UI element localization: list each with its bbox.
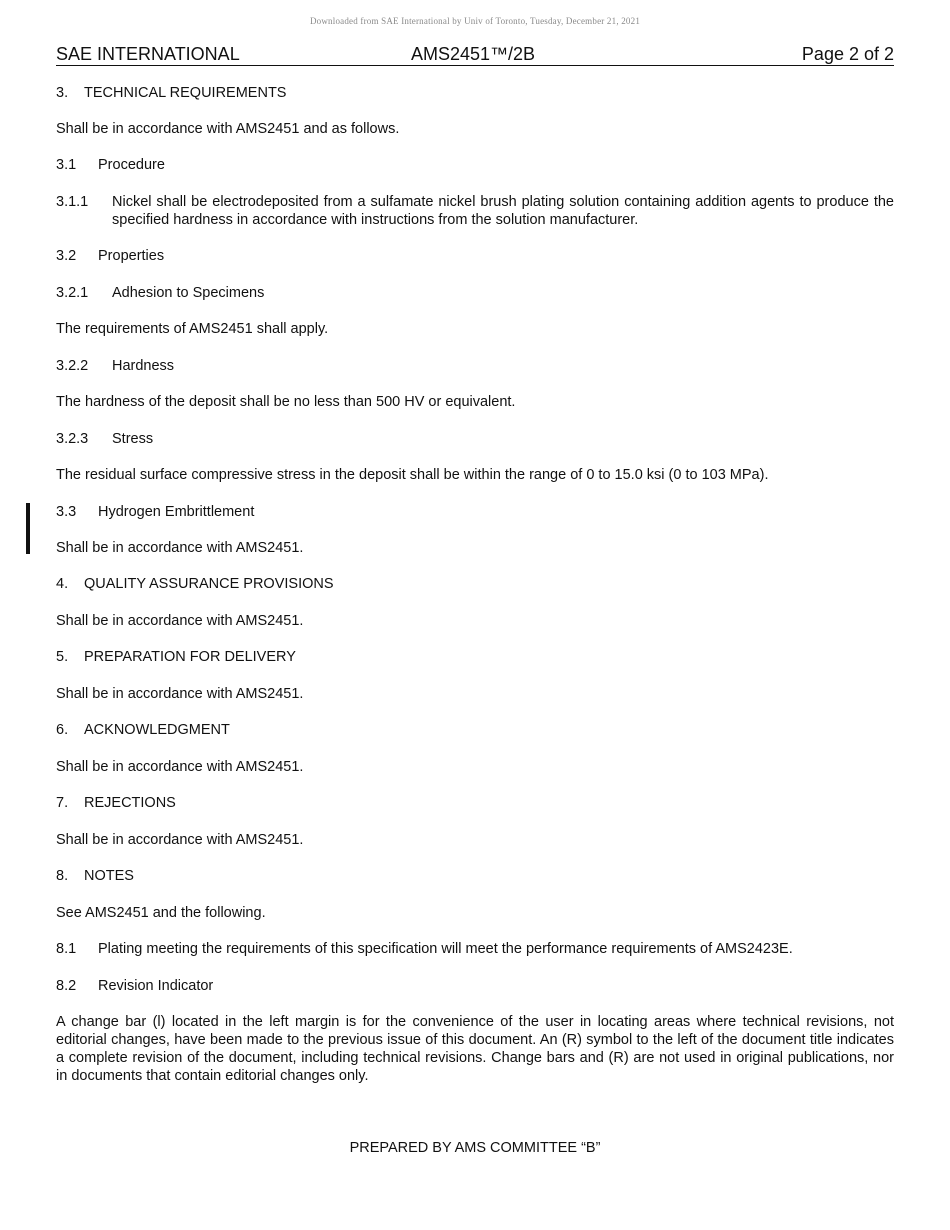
section-title: Hardness: [112, 358, 175, 374]
section-6-heading: [56, 721, 894, 739]
section-number: 3.2.3: [56, 431, 89, 447]
section-text: Plating meeting the requirements of this specification will meet the performance requirements of AMS2423E.: [98, 941, 793, 957]
section-title: Hydrogen Embrittlement: [98, 504, 255, 520]
section-3-2-2-heading: [56, 357, 894, 375]
section-3-3-heading: [56, 503, 894, 521]
section-8-1: [56, 940, 894, 958]
section-text: Nickel shall be electrodeposited from a sulfamate nickel brush plating solution containing addition agents to produce the specified hardness in accordance with instructions from the solution manufacturer.: [112, 194, 894, 228]
section-4-text: Shall be in accordance with AMS2451.: [56, 613, 304, 629]
section-title: REJECTIONS: [84, 795, 176, 811]
change-bar: [26, 503, 30, 554]
section-number: 8.: [56, 868, 69, 884]
section-title: Procedure: [98, 157, 165, 173]
section-3-1-heading: [56, 156, 894, 174]
header-organization: SAE INTERNATIONAL: [56, 44, 240, 64]
section-5-heading: [56, 648, 894, 666]
section-7-heading: [56, 794, 894, 812]
section-title: Revision Indicator: [98, 978, 214, 994]
prepared-by-footer: PREPARED BY AMS COMMITTEE “B”: [349, 1140, 601, 1156]
section-number: 8.2: [56, 978, 77, 994]
section-3-2-2-text: The hardness of the deposit shall be no less than 500 HV or equivalent.: [56, 394, 516, 410]
section-number: 3.: [56, 85, 69, 101]
section-title: TECHNICAL REQUIREMENTS: [84, 85, 287, 101]
section-5-text: Shall be in accordance with AMS2451.: [56, 686, 304, 702]
section-3-2-3-heading: [56, 430, 894, 448]
section-8-heading: [56, 867, 894, 885]
header-document-number: AMS2451™/2B: [411, 44, 536, 64]
section-8-2-heading: [56, 977, 894, 995]
page-header: [56, 43, 894, 66]
section-number: 3.2.2: [56, 358, 89, 374]
section-title: Stress: [112, 431, 154, 447]
download-note: Downloaded from SAE International by Univ of Toronto, Tuesday, December 21, 2021: [309, 16, 641, 26]
section-3-2-1-text: The requirements of AMS2451 shall apply.: [56, 321, 329, 337]
section-number: 3.1.1: [56, 194, 89, 210]
section-number: 5.: [56, 649, 69, 665]
header-page-number: Page 2 of 2: [801, 44, 894, 64]
section-8-text: See AMS2451 and the following.: [56, 905, 266, 921]
section-number: 4.: [56, 576, 69, 592]
section-4-heading: [56, 575, 894, 593]
section-3-3-text: Shall be in accordance with AMS2451.: [56, 540, 304, 556]
section-number: 8.1: [56, 941, 77, 957]
section-3-2-heading: [56, 247, 894, 265]
section-number: 7.: [56, 795, 69, 811]
section-title: Properties: [98, 248, 165, 264]
section-title: NOTES: [84, 868, 134, 884]
section-3-2-3-text: The residual surface compressive stress in the deposit shall be within the range of 0 to 15.0 ksi (0 to 103 MPa).: [56, 467, 769, 483]
section-number: 6.: [56, 722, 69, 738]
section-8-2-text: A change bar (l) located in the left margin is for the convenience of the user in locating areas where technical revisions, not editorial changes, have been made to the previous issue of this document. An (R) symbol to the left of the document title indicates a complete revision of the document, including technical revisions. Change bars and (R) are not used in original publications, nor in documents that contain editorial changes only.: [56, 1014, 894, 1084]
section-3-1-1: [56, 193, 894, 229]
section-3-text: Shall be in accordance with AMS2451 and as follows.: [56, 121, 400, 137]
section-number: 3.1: [56, 157, 77, 173]
section-3-2-1-heading: [56, 284, 894, 302]
section-3-heading: [56, 84, 894, 102]
section-title: PREPARATION FOR DELIVERY: [84, 649, 296, 665]
section-title: QUALITY ASSURANCE PROVISIONS: [84, 576, 334, 592]
section-title: Adhesion to Specimens: [112, 285, 265, 301]
section-title: ACKNOWLEDGMENT: [84, 722, 230, 738]
section-7-text: Shall be in accordance with AMS2451.: [56, 832, 304, 848]
section-6-text: Shall be in accordance with AMS2451.: [56, 759, 304, 775]
section-number: 3.2: [56, 248, 77, 264]
section-number: 3.2.1: [56, 285, 89, 301]
section-number: 3.3: [56, 504, 77, 520]
